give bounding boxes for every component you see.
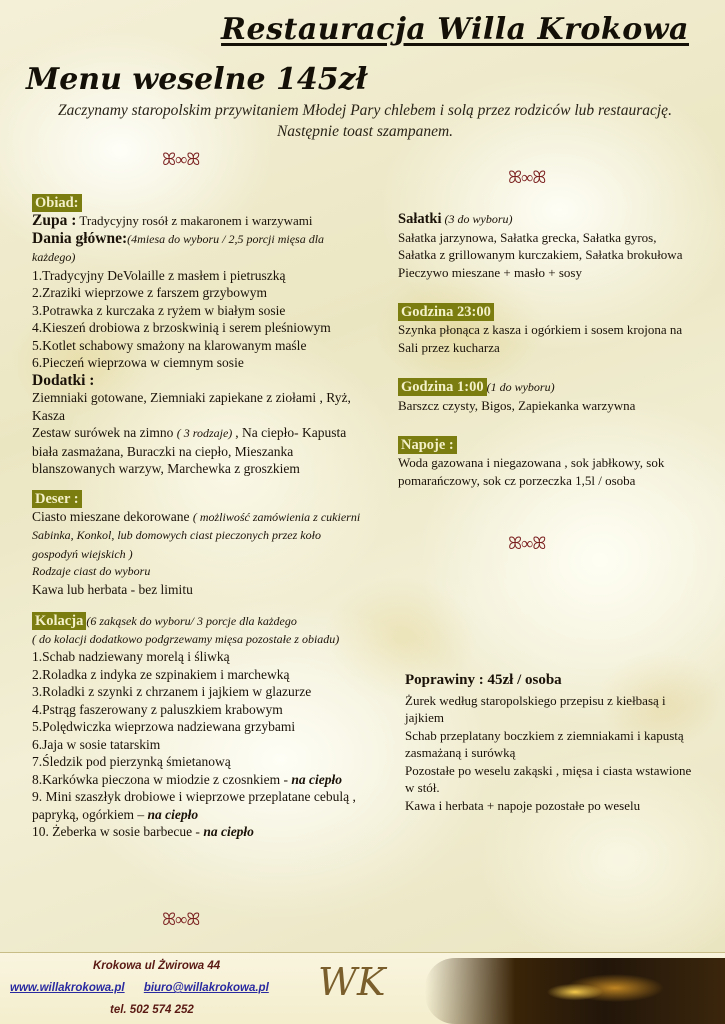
kolacja-label: Kolacja — [32, 612, 86, 630]
intro-text — [10, 100, 720, 142]
footer-phone: tel. 502 574 252 — [110, 1004, 194, 1016]
footer — [0, 952, 725, 1024]
dania-item: 1.Tradycyjny DeVolaille z masłem i pietruszką — [32, 267, 286, 283]
website-link[interactable]: www.willakrokowa.pl — [10, 982, 125, 994]
dodatki-line-1: Ziemniaki gotowane, Ziemniaki zapiekane z ziołami , Ryż, Kasza — [32, 390, 351, 423]
kolacja-note-1: (6 zakąsek do wyboru/ 3 porcje dla każdego — [86, 614, 297, 628]
kolacja-item — [32, 753, 367, 771]
kolacja-item-text: 6.Jaja w sosie tatarskim — [32, 736, 161, 752]
kolacja-item — [32, 701, 367, 719]
kolacja-note-2: ( do kolacji dodatkowo podgrzewamy mięsa pozostałe z obiadu) — [32, 631, 340, 646]
dania-item: 2.Zraziki wieprzowe z farszem grzybowym — [32, 285, 268, 300]
godzina-23-section — [398, 303, 688, 356]
godzina-1-label: Godzina 1:00 — [398, 378, 487, 396]
deser-line-1: Ciasto mieszane dekorowane — [32, 508, 193, 524]
kolacja-item — [32, 736, 367, 754]
intro-line-2: Następnie toast szampanem. — [276, 123, 454, 140]
kolacja-item-suffix: na ciepło — [291, 771, 343, 787]
godzina-23-label: Godzina 23:00 — [398, 303, 494, 321]
ornament-icon: ꕤ∞ꕤ — [162, 150, 200, 169]
deser-note-2: Rodzaje ciast do wyboru — [32, 564, 151, 578]
dania-item: 6.Pieczeń wieprzowa w ciemnym sosie — [32, 355, 244, 370]
dodatki-note: ( 3 rodzaje) — [176, 426, 236, 440]
salatki-text: Sałatka jarzynowa, Sałatka grecka, Sałatka gyros, Sałatka z grillowanym kurczakiem, Sałatka brokułowa — [398, 229, 683, 262]
dania-item: 3.Potrawka z kurczaka z ryżem w białym sosie — [32, 302, 286, 318]
email-link[interactable]: biuro@willakrokowa.pl — [143, 982, 269, 994]
poprawiny-line: Kawa i herbata + napoje pozostałe po weselu — [405, 797, 641, 813]
restaurant-name: Restauracja Willa Krokowa — [221, 12, 689, 47]
zupa-title: Zupa : — [32, 212, 77, 229]
kolacja-item-text: 2.Roladka z indyka ze szpinakiem i marchewką — [32, 666, 290, 682]
kolacja-items — [32, 648, 367, 841]
poprawiny-title: Poprawiny : 45zł / osoba — [405, 672, 562, 688]
poprawiny-line: Schab przeplatany boczkiem z ziemniakami i kapustą zasmażaną i surówką — [405, 727, 684, 760]
menu-title: Menu weselne 145zł — [26, 62, 368, 97]
salatki-title: Sałatki — [398, 211, 442, 227]
deser-section — [32, 490, 367, 599]
godzina-23-text: Szynka płonąca z kasza i ogórkiem i sosem krojona na Sali przez kucharza — [398, 322, 683, 355]
intro-line-1: Zaczynamy staropolskim przywitaniem Młodej Pary chlebem i solą przez rodziców lub restaurację. — [58, 102, 672, 119]
dania-title: Dania główne: — [32, 229, 128, 247]
kolacja-item-text: 10. Żeberka w sosie barbecue - — [32, 824, 204, 839]
kolacja-section — [32, 612, 367, 841]
kolacja-item — [32, 771, 367, 789]
deser-label: Deser : — [32, 490, 82, 508]
kolacja-item — [32, 648, 367, 666]
deser-note: ( możliwość zamówienia z cukierni Sabinka, Konkol, lub domowych ciast pieczonych przez koło gospodyń wiejskich ) — [32, 509, 361, 561]
kolacja-item-text: 7.Śledzik pod pierzynką śmietanową — [32, 754, 231, 769]
kolacja-item-text: 4.Pstrąg faszerowany z paluszkiem krabowym — [32, 701, 283, 717]
dodatki-title: Dodatki : — [32, 371, 95, 389]
poprawiny-line: Żurek według staropolskiego przepisu z kiełbasą i jajkiem — [405, 692, 666, 725]
salatki-note: (3 do wyboru) — [441, 212, 513, 226]
napoje-section — [398, 436, 688, 490]
dania-note: (4miesa do wyboru / 2,5 porcji mięsa dla każdego) — [32, 231, 325, 264]
salatki-section — [398, 210, 688, 281]
ornament-icon: ꕤ∞ꕤ — [162, 910, 200, 929]
kolacja-item — [32, 788, 367, 823]
napoje-text: Woda gazowana i niegazowana , sok jabłkowy, sok pomarańczowy, sok cz porzeczka 1,5l / osoba — [398, 455, 665, 488]
footer-links — [10, 982, 285, 994]
godzina-1-text: Barszcz czysty, Bigos, Zapiekanka warzywna — [398, 397, 636, 413]
napoje-label: Napoje : — [398, 436, 457, 454]
kolacja-item — [32, 683, 367, 701]
kolacja-item — [32, 718, 367, 736]
deser-line-2: Kawa lub herbata - bez limitu — [32, 581, 193, 597]
godzina-1-note: (1 do wyboru) — [486, 380, 555, 394]
ornament-icon: ꕤ∞ꕤ — [508, 168, 546, 187]
kolacja-item — [32, 823, 367, 841]
ornament-icon: ꕤ∞ꕤ — [508, 534, 546, 553]
kolacja-item-text: 1.Schab nadziewany morelą i śliwką — [32, 649, 230, 664]
dodatki-line-2b: , Na ciepło- Kapusta biała zasmażana, Buraczki na ciepło, Mieszanka blanszowanych warzyw, Marchewka z groszkiem — [32, 425, 347, 476]
footer-address: Krokowa ul Żwirowa 44 — [93, 960, 221, 972]
dodatki-line-2a: Zestaw surówek na zimno — [32, 425, 177, 440]
poprawiny-line: Pozostałe po weselu zakąski , mięsa i ciasta wstawione w stół. — [405, 762, 692, 795]
obiad-section — [32, 194, 367, 478]
kolacja-item-text: 5.Polędwiczka wieprzowa nadziewana grzybami — [32, 719, 296, 734]
zupa-text: Tradycyjny rosół z makaronem i warzywami — [76, 213, 313, 228]
dania-item: 5.Kotlet schabowy smażony na klarowanym maśle — [32, 337, 307, 353]
right-column — [398, 210, 688, 490]
decorative-ornament — [425, 958, 725, 1024]
obiad-label: Obiad: — [32, 194, 82, 212]
kolacja-item-suffix: na ciepło — [147, 806, 199, 822]
kolacja-item-text: 9. Mini szaszłyk drobiowe i wieprzowe przeplatane cebulą , papryką, ogórkiem – — [32, 789, 356, 822]
kolacja-item-text: 8.Karkówka pieczona w miodzie z czosnkiem - — [32, 771, 292, 787]
dania-item: 4.Kieszeń drobiowa z brzoskwinią i serem pleśniowym — [32, 320, 331, 335]
monogram-logo: WK — [318, 960, 386, 1004]
left-column — [32, 194, 367, 841]
poprawiny-section — [405, 672, 695, 814]
godzina-1-section — [398, 378, 688, 414]
salatki-bread: Pieczywo mieszane + masło + sosy — [398, 264, 582, 280]
kolacja-item-text: 3.Roladki z szynki z chrzanem i jajkiem w glazurze — [32, 684, 312, 699]
kolacja-item — [32, 666, 367, 684]
kolacja-item-suffix: na ciepło — [203, 824, 254, 839]
footer-divider — [0, 952, 725, 953]
